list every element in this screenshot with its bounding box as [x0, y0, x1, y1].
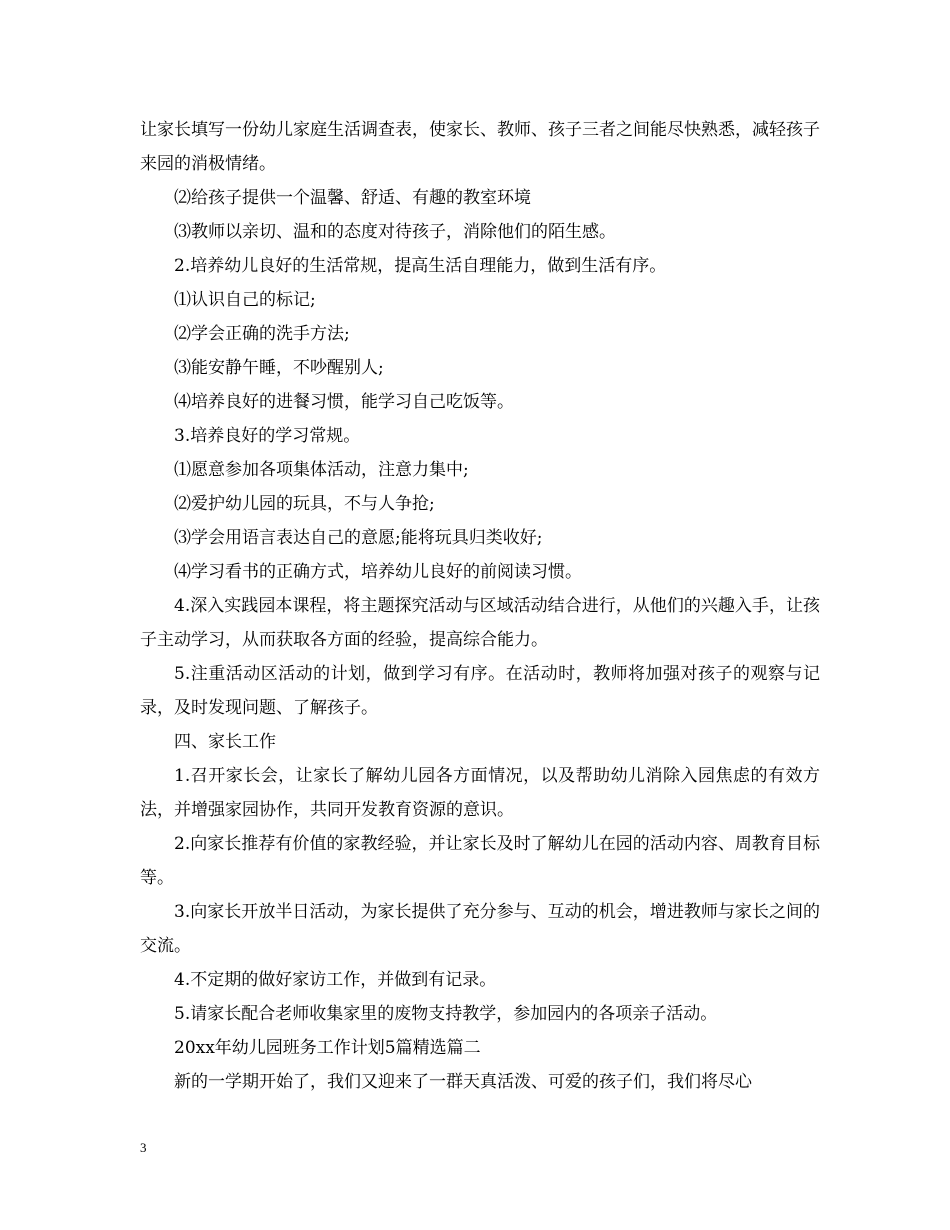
section-title: 20xx年幼儿园班务工作计划5篇精选篇二	[174, 1038, 481, 1058]
paragraph: ⑴认识自己的标记;	[174, 290, 316, 310]
paragraph: 3.培养良好的学习常规。	[174, 426, 361, 446]
paragraph: ⑶学会用语言表达自己的意愿;能将玩具归类收好;	[174, 528, 543, 548]
paragraph: 4.不定期的做好家访工作，并做到有记录。	[174, 970, 497, 990]
paragraph: ⑷学习看书的正确方式，培养幼儿良好的前阅读习惯。	[174, 562, 582, 582]
paragraph: 2.向家长推荐有价值的家教经验，并让家长及时了解幼儿在园的活动内容、周教育目标等。	[140, 834, 820, 888]
paragraph: ⑵学会正确的洗手方法;	[174, 324, 350, 344]
document-body	[140, 113, 820, 1099]
paragraph: ⑶能安静午睡，不吵醒别人;	[174, 358, 384, 378]
paragraph: ⑵爱护幼儿园的玩具，不与人争抢;	[174, 494, 435, 514]
paragraph: ⑴愿意参加各项集体活动，注意力集中;	[174, 460, 469, 480]
paragraph: 2.培养幼儿良好的生活常规，提高生活自理能力，做到生活有序。	[174, 256, 667, 276]
paragraph: 让家长填写一份幼儿家庭生活调查表，使家长、教师、孩子三者之间能尽快熟悉，减轻孩子来园的消极情绪。	[140, 120, 820, 174]
section-heading: 四、家长工作	[174, 732, 276, 752]
page-number: 3	[140, 1140, 147, 1155]
paragraph: 1.召开家长会，让家长了解幼儿园各方面情况，以及帮助幼儿消除入园焦虑的有效方法，并增强家园协作，共同开发教育资源的意识。	[140, 766, 820, 820]
paragraph: ⑶教师以亲切、温和的态度对待孩子，消除他们的陌生感。	[174, 222, 616, 242]
paragraph: 4.深入实践园本课程，将主题探究活动与区域活动结合进行，从他们的兴趣入手，让孩子主动学习，从而获取各方面的经验，提高综合能力。	[140, 596, 820, 650]
paragraph: 3.向家长开放半日活动，为家长提供了充分参与、互动的机会，增进教师与家长之间的交流。	[140, 902, 820, 956]
paragraph: 5.请家长配合老师收集家里的废物支持教学，参加园内的各项亲子活动。	[174, 1004, 718, 1024]
paragraph: ⑵给孩子提供一个温馨、舒适、有趣的教室环境	[174, 188, 531, 208]
paragraph: 新的一学期开始了，我们又迎来了一群天真活泼、可爱的孩子们，我们将尽心	[174, 1072, 752, 1092]
paragraph: 5.注重活动区活动的计划，做到学习有序。在活动时，教师将加强对孩子的观察与记录，及时发现问题、了解孩子。	[140, 664, 820, 718]
paragraph: ⑷培养良好的进餐习惯，能学习自己吃饭等。	[174, 392, 514, 412]
